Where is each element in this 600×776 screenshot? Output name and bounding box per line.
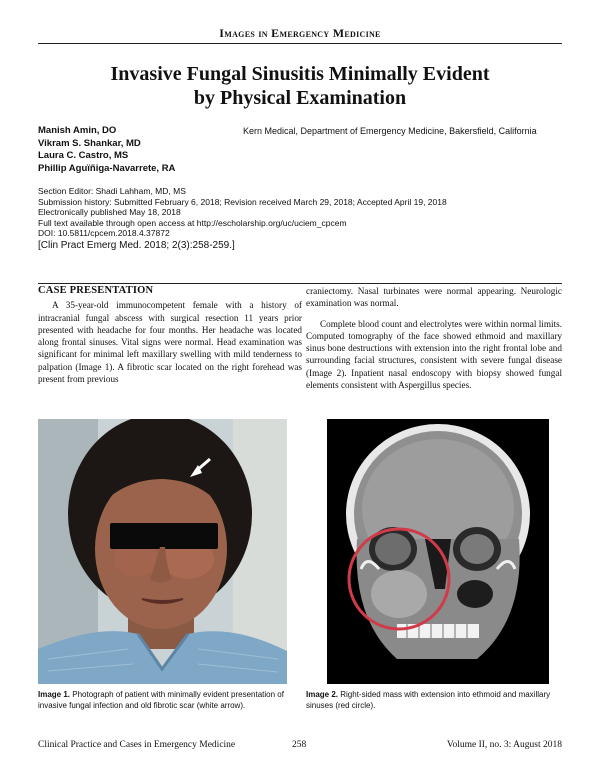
footer-journal: Clinical Practice and Cases in Emergency Medicine bbox=[38, 740, 236, 750]
figure-caption bbox=[306, 690, 556, 711]
citation: [Clin Pract Emerg Med. 2018; 2(3):258-259.] bbox=[38, 239, 235, 251]
caption-text: Right-sided mass with extension into ethmoid and maxillary sinuses (red circle). bbox=[306, 690, 551, 710]
fulltext-link[interactable]: Full text available through open access at http://escholarship.org/uc/uciem_cpcem bbox=[38, 217, 347, 228]
author-list bbox=[38, 125, 175, 175]
section-header: Images in Emergency Medicine bbox=[219, 26, 381, 40]
patient-photo bbox=[38, 419, 287, 684]
body-column-left bbox=[38, 285, 302, 385]
author-name: Manish Amin, DO bbox=[38, 125, 117, 136]
caption-label: Image 1. bbox=[38, 690, 71, 699]
body-paragraph: Complete blood count and electrolytes were within normal limits. Computed tomography of the face showed ethmoid and maxillary sinus bone destructions with extension into the right frontal lobe and surrounding facial structures, consistent with severe fungal disease (Image 2). Inpatient nasal endoscopy with biopsy showed fungal elements consistent with Aspergillus species. bbox=[306, 318, 562, 391]
body-paragraph: craniectomy. Nasal turbinates were normal appearing. Neurologic examination was normal. bbox=[306, 286, 562, 309]
body-paragraph: A 35-year-old immunocompetent female with a history of intracranial fungal abscess with surgical resection 11 years prior presented with headache for four months. Her headache was located along frontal sinuses. Vital signs were normal. Head examination was significant for minimal left maxillary swelling with mild tenderness to palpation (Image 1). A fibrotic scar located on the right forehead was present from previous bbox=[38, 300, 302, 385]
footer-volume: Volume II, no. 3: August 2018 bbox=[446, 740, 562, 750]
section-heading: CASE PRESENTATION bbox=[38, 285, 154, 296]
article-title bbox=[60, 62, 540, 110]
title-line-1: Invasive Fungal Sinusitis Minimally Evident bbox=[110, 63, 490, 85]
ct-scan-illustration bbox=[327, 419, 549, 684]
patient-photo-illustration bbox=[38, 419, 287, 684]
affiliation: Kern Medical, Department of Emergency Medicine, Bakersfield, California bbox=[243, 126, 537, 136]
ct-scan bbox=[327, 419, 549, 684]
doi[interactable]: DOI: 10.5811/cpcem.2018.4.37872 bbox=[38, 228, 170, 238]
caption-label: Image 2. bbox=[306, 690, 339, 699]
author-name: Phillip Aguïñiga-Navarrete, RA bbox=[38, 162, 176, 174]
body-column-right bbox=[306, 285, 562, 391]
article-meta bbox=[38, 186, 447, 252]
author-name: Laura C. Castro, MS bbox=[38, 150, 129, 161]
section-editor: Section Editor: Shadi Lahham, MD, MS bbox=[38, 186, 186, 196]
author-name: Vikram S. Shankar, MD bbox=[38, 137, 141, 149]
page-number: 258 bbox=[292, 740, 307, 750]
submission-history: Submission history: Submitted February 6, 2018; Revision received March 29, 2018; Accepted April 19, 2018 bbox=[38, 196, 447, 207]
caption-text: Photograph of patient with minimally evident presentation of invasive fungal infection and old fibrotic scar (white arrow). bbox=[38, 690, 284, 710]
body-rule bbox=[38, 283, 562, 284]
title-line-2: by Physical Examination bbox=[193, 87, 407, 109]
published-date: Electronically published May 18, 2018 bbox=[38, 207, 181, 217]
header-rule bbox=[38, 43, 562, 44]
figure-caption bbox=[38, 690, 298, 711]
